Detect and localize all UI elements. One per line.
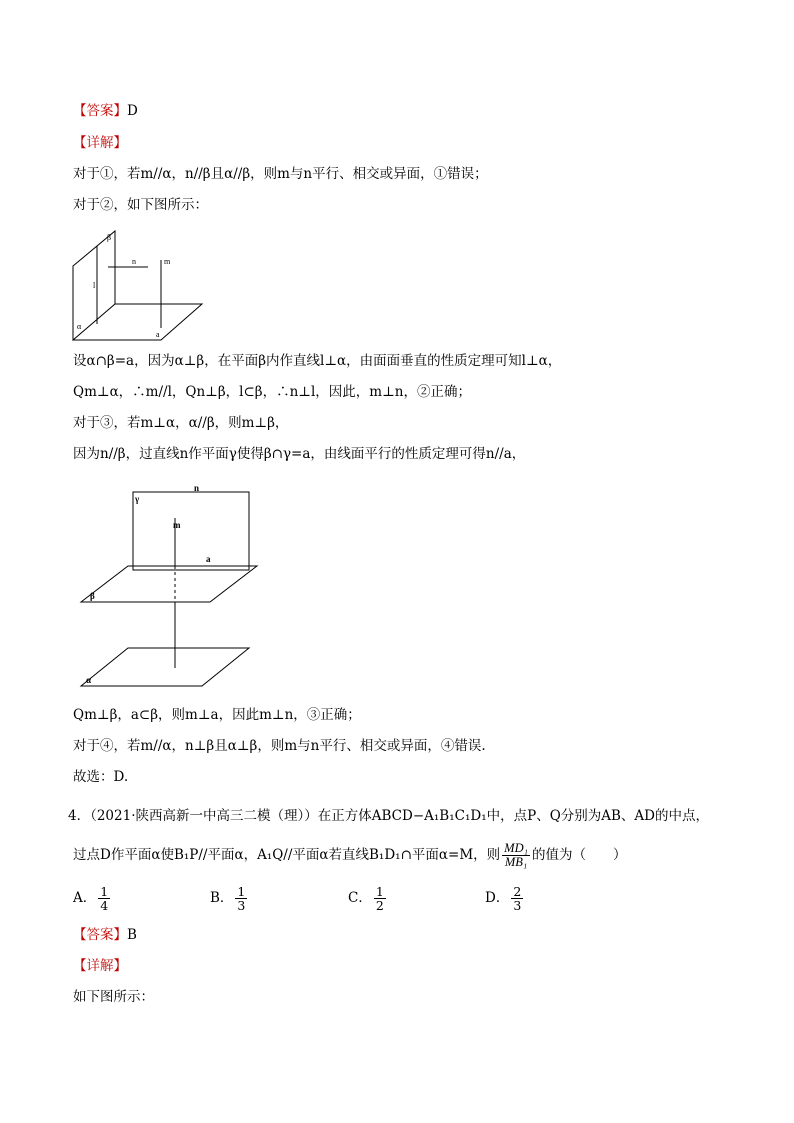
- option-a[interactable]: [73, 885, 112, 912]
- fig2-label-alpha: α: [86, 675, 92, 685]
- q3-line-3: 设α∩β=a，因为α⊥β，在平面β内作直线l⊥α，由面面垂直的性质定理可知l⊥α，: [73, 353, 562, 369]
- q4-detail-tag: 【详解】: [73, 958, 127, 974]
- fig2-label-a: a: [206, 554, 211, 564]
- q4-ratio-den: MB₁: [504, 855, 528, 869]
- option-c-den: 2: [375, 898, 384, 913]
- q3-answer-line: [73, 102, 138, 120]
- option-a-num: 1: [100, 884, 109, 899]
- answer-value: D: [127, 103, 138, 119]
- option-b-label: B．: [210, 890, 234, 906]
- option-c-frac: [374, 885, 386, 912]
- option-b[interactable]: [210, 885, 249, 912]
- option-b-num: 1: [237, 884, 246, 899]
- option-c[interactable]: [348, 885, 388, 912]
- q3-line-2: 对于②，如下图所示：: [73, 197, 208, 213]
- option-d-num: 2: [513, 884, 522, 899]
- q3-line-7: Qm⊥β，a⊂β，则m⊥a，因此m⊥n，③正确；: [73, 707, 361, 723]
- option-b-frac: [235, 885, 247, 912]
- q4-ratio-num: MD₁: [504, 841, 528, 855]
- q4-stem-part2: 过点D作平面α使B₁P//平面α，A₁Q//平面α若直线B₁D₁∩平面α=M，则: [73, 847, 501, 863]
- q4-answer-value: B: [127, 927, 137, 943]
- fig2-label-gamma: γ: [135, 494, 140, 504]
- q3-line-6: 因为n//β，过直线n作平面γ使得β∩γ=a，由线面平行的性质定理可得n//a，: [73, 446, 526, 462]
- q4-ratio: [502, 842, 530, 869]
- fig1-label-l: l: [93, 281, 96, 290]
- q3-detail-tag: 【详解】: [73, 135, 127, 151]
- q4-stem-line-2: [73, 838, 626, 872]
- figure-perpendicular-planes: [68, 226, 208, 344]
- option-c-label: C．: [348, 890, 372, 906]
- answer-tag: 【答案】: [73, 103, 127, 119]
- option-a-label: A．: [73, 890, 97, 906]
- fig1-label-alpha: α: [77, 322, 82, 331]
- q4-number: 4．: [68, 808, 91, 824]
- fig2-label-n: n: [194, 483, 200, 493]
- q3-line-1: 对于①，若m//α，n//β且α//β，则m与n平行、相交或异面，①错误；: [73, 166, 488, 182]
- q4-source: （2021·陕西高新一中高三二模（理））: [90, 808, 318, 824]
- fig1-label-a: a: [156, 330, 160, 339]
- fig1-label-n: n: [132, 257, 136, 266]
- figure-parallel-planes: [76, 482, 260, 690]
- option-d-label: D．: [485, 890, 510, 906]
- option-a-frac: [98, 885, 110, 912]
- q4-stem-part1: 在正方体ABCD−A₁B₁C₁D₁中，点P、Q分别为AB、AD的中点，: [317, 808, 709, 824]
- fig1-label-m: m: [164, 257, 171, 266]
- option-b-den: 3: [237, 898, 246, 913]
- option-c-num: 1: [375, 884, 384, 899]
- q3-line-9: 故选：D.: [73, 769, 129, 785]
- q3-line-8: 对于④，若m//α，n⊥β且α⊥β，则m与n平行、相交或异面，④错误.: [73, 738, 486, 754]
- fig2-label-m: m: [173, 520, 181, 530]
- option-a-den: 4: [100, 898, 109, 913]
- option-d-frac: [511, 885, 523, 912]
- q4-answer-tag: 【答案】: [73, 927, 127, 943]
- option-d[interactable]: [485, 885, 525, 912]
- fig2-label-beta: β: [90, 591, 95, 601]
- q3-line-5: 对于③，若m⊥α，α//β，则m⊥β，: [73, 415, 289, 431]
- q4-stem-part3: 的值为（ ）: [531, 847, 627, 863]
- fig1-label-beta: β: [107, 233, 112, 242]
- q4-answer-line: [73, 926, 137, 944]
- option-d-den: 3: [513, 898, 522, 913]
- q3-line-4: Qm⊥α，∴m//l，Qn⊥β，l⊂β，∴n⊥l，因此，m⊥n，②正确；: [73, 384, 471, 400]
- q4-stem-line-1: [68, 807, 709, 825]
- q4-figure-intro: 如下图所示：: [73, 989, 154, 1005]
